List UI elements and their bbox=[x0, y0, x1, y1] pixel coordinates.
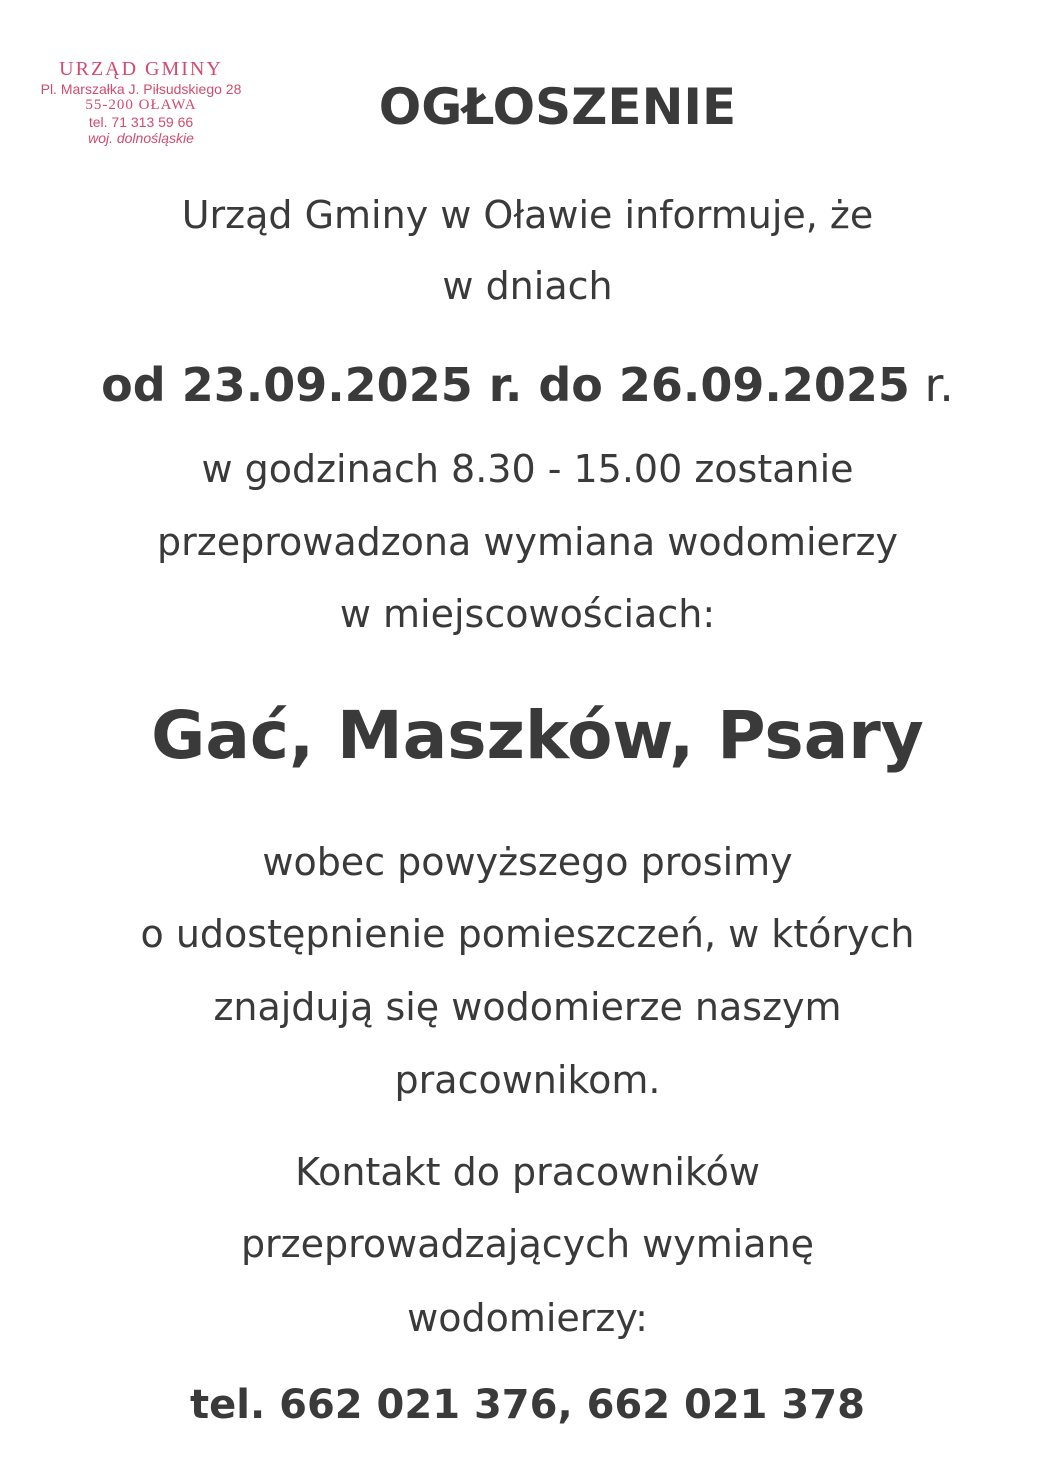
date-range-main: od 23.09.2025 r. do 26.09.2025 bbox=[101, 358, 910, 412]
intro-line-2: w dniach bbox=[442, 264, 613, 308]
details-line-3: w miejscowościach: bbox=[339, 592, 716, 636]
places-heading: Gać, Maszków, Psary bbox=[151, 697, 924, 774]
contact-line-3: wodomierzy: bbox=[407, 1296, 648, 1340]
stamp-phone: tel. 71 313 59 66 bbox=[88, 114, 194, 131]
details-line-2: przeprowadzona wymiana wodomierzy bbox=[157, 520, 898, 564]
stamp-voivodeship: woj. dolnośląskie bbox=[88, 130, 194, 147]
intro-line-1: Urząd Gminy w Oławie informuje, że bbox=[181, 193, 874, 237]
contact-phone: tel. 662 021 376, 662 021 378 bbox=[190, 1382, 865, 1428]
stamp-postal-city: 55-200 OŁAWA bbox=[85, 97, 197, 114]
request-line-1: wobec powyższego prosimy bbox=[262, 840, 793, 884]
request-line-4: pracownikom. bbox=[394, 1058, 661, 1102]
contact-line-1: Kontakt do pracowników bbox=[295, 1150, 760, 1194]
stamp-office-name: URZĄD GMINY bbox=[59, 58, 223, 80]
request-line-3: znajdują się wodomierze naszym bbox=[213, 985, 842, 1029]
date-range bbox=[0, 358, 1055, 412]
stamp-address: Pl. Marszałka J. Piłsudskiego 28 bbox=[40, 81, 242, 97]
page-title: OGŁOSZENIE bbox=[378, 78, 737, 136]
contact-line-2: przeprowadzających wymianę bbox=[240, 1222, 815, 1266]
request-line-2: o udostępnienie pomieszczeń, w których bbox=[140, 912, 915, 956]
date-range-suffix: r. bbox=[909, 358, 954, 412]
details-line-1: w godzinach 8.30 - 15.00 zostanie bbox=[201, 447, 854, 491]
